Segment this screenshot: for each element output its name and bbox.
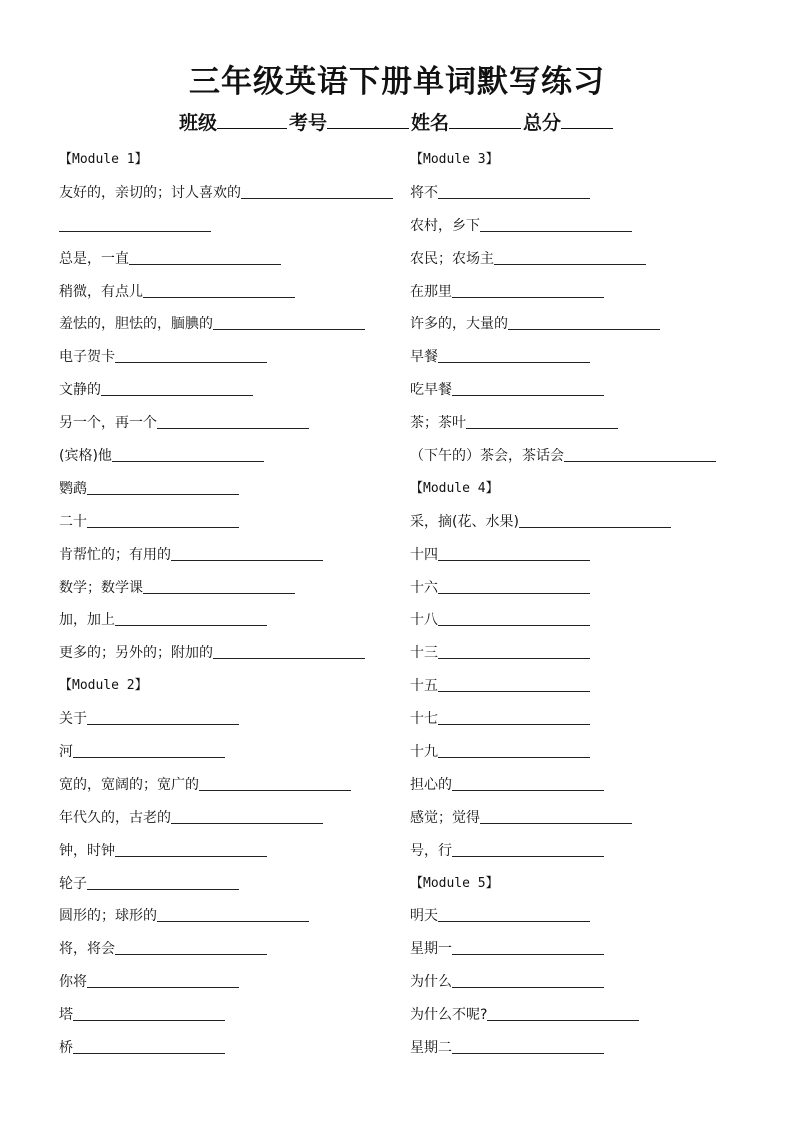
word-prompt: 总是，一直	[59, 250, 129, 267]
word-row	[59, 539, 393, 572]
module-heading-text: 【Module 5】	[410, 875, 499, 891]
module-heading-text: 【Module 4】	[410, 480, 499, 496]
word-row	[59, 835, 393, 868]
answer-blank-line[interactable]	[73, 1052, 225, 1054]
word-row	[410, 637, 716, 670]
answer-blank-line[interactable]	[199, 789, 351, 791]
word-row	[410, 835, 716, 868]
answer-blank-line[interactable]	[115, 953, 267, 955]
word-prompt: 另一个，再一个	[59, 415, 157, 432]
word-prompt: 为什么	[410, 974, 452, 991]
answer-blank-line[interactable]	[452, 1052, 604, 1054]
answer-blank-line[interactable]	[452, 953, 604, 955]
answer-blank-line[interactable]	[438, 592, 590, 594]
module-heading-text: 【Module 1】	[59, 152, 148, 167]
word-row	[59, 506, 393, 539]
word-row	[410, 670, 716, 703]
word-row	[59, 900, 393, 933]
answer-blank-line[interactable]	[494, 263, 646, 265]
class-blank	[217, 109, 287, 129]
module-heading	[410, 144, 716, 177]
word-prompt: （下午的）茶会，茶话会	[410, 448, 564, 465]
answer-blank-line[interactable]	[115, 361, 267, 363]
word-prompt: 宽的，宽阔的；宽广的	[59, 776, 199, 793]
word-row	[59, 374, 393, 407]
answer-blank-line[interactable]	[213, 328, 365, 330]
word-prompt: 二十	[59, 513, 87, 530]
score-blank	[561, 109, 613, 129]
answer-blank-line[interactable]	[438, 559, 590, 561]
answer-blank-line[interactable]	[519, 526, 671, 528]
word-row	[59, 572, 393, 605]
module-heading-text: 【Module 3】	[410, 152, 499, 167]
word-prompt: 采，摘(花、水果)	[410, 513, 519, 530]
word-prompt: 十六	[410, 579, 438, 596]
word-row	[59, 868, 393, 901]
word-prompt: 十五	[410, 678, 438, 695]
word-row	[410, 308, 716, 341]
answer-blank-line[interactable]	[213, 657, 365, 659]
word-prompt: 数学；数学课	[59, 579, 143, 596]
answer-blank-line[interactable]	[171, 822, 323, 824]
class-label: 班级	[178, 112, 217, 134]
word-prompt: 塔	[59, 1007, 73, 1024]
answer-blank-line[interactable]	[452, 394, 604, 396]
answer-blank-line[interactable]	[115, 624, 267, 626]
answer-blank-line[interactable]	[87, 723, 239, 725]
word-prompt: 河	[59, 744, 73, 761]
word-row	[410, 539, 716, 572]
word-prompt: 十三	[410, 645, 438, 662]
word-row	[59, 1032, 393, 1065]
word-prompt: 年代久的，古老的	[59, 809, 171, 826]
answer-blank-line[interactable]	[112, 460, 264, 462]
answer-blank-line[interactable]	[508, 328, 660, 330]
module-heading	[59, 670, 393, 703]
word-prompt: 十四	[410, 546, 438, 563]
word-row	[59, 407, 393, 440]
name-blank	[449, 109, 521, 129]
word-row	[59, 177, 393, 210]
word-row	[59, 999, 393, 1032]
word-row	[410, 440, 716, 473]
word-row	[410, 506, 716, 539]
module-heading-text: 【Module 2】	[59, 678, 148, 694]
word-row	[410, 374, 716, 407]
answer-blank-line[interactable]	[171, 559, 323, 561]
answer-blank-line[interactable]	[241, 197, 393, 199]
word-row	[410, 604, 716, 637]
word-row	[59, 308, 393, 341]
word-prompt: 为什么不呢?	[410, 1007, 488, 1024]
word-row	[410, 177, 716, 210]
word-row	[59, 637, 393, 670]
answer-blank-line[interactable]	[452, 296, 604, 298]
word-prompt: 加，加上	[59, 612, 115, 629]
answer-blank-line[interactable]	[480, 230, 632, 232]
answer-blank-line[interactable]	[438, 624, 590, 626]
word-row	[410, 1032, 716, 1065]
word-row	[59, 604, 393, 637]
word-prompt: 十七	[410, 711, 438, 728]
number-label: 考号	[288, 112, 327, 134]
word-prompt: 十九	[410, 744, 438, 761]
word-prompt: 更多的；另外的；附加的	[59, 645, 213, 662]
word-prompt: 感觉；觉得	[410, 809, 480, 826]
word-row	[410, 703, 716, 736]
word-row	[410, 276, 716, 309]
word-row	[410, 210, 716, 243]
student-info-line	[0, 109, 794, 137]
answer-blank-line[interactable]	[87, 526, 239, 528]
word-row	[410, 966, 716, 999]
word-prompt: 圆形的；球形的	[59, 908, 157, 925]
worksheet-title: 三年级英语下册单词默写练习	[189, 64, 605, 100]
word-prompt: 许多的，大量的	[410, 316, 508, 333]
word-row	[59, 440, 393, 473]
word-row	[59, 473, 393, 506]
answer-blank-line[interactable]	[87, 493, 239, 495]
answer-blank-line[interactable]	[157, 427, 309, 429]
word-prompt: 将，将会	[59, 941, 115, 958]
word-prompt: 吃早餐	[410, 382, 452, 399]
answer-blank-line[interactable]	[129, 263, 281, 265]
word-row	[59, 769, 393, 802]
word-row	[410, 407, 716, 440]
word-row	[59, 802, 393, 835]
word-row	[59, 703, 393, 736]
score-label: 总分	[523, 112, 562, 134]
answer-blank-line[interactable]	[87, 888, 239, 890]
word-row	[59, 966, 393, 999]
word-row	[410, 802, 716, 835]
word-prompt: 肯帮忙的；有用的	[59, 546, 171, 563]
word-row	[410, 933, 716, 966]
word-row	[410, 341, 716, 374]
word-prompt: 钟，时钟	[59, 842, 115, 859]
answer-blank-line[interactable]	[438, 756, 590, 758]
word-prompt: 友好的，亲切的；讨人喜欢的	[59, 184, 241, 201]
name-label: 姓名	[411, 112, 450, 134]
word-prompt: 轮子	[59, 875, 87, 892]
right-word-column	[410, 144, 716, 1065]
word-row	[410, 900, 716, 933]
answer-blank-line[interactable]	[59, 230, 211, 232]
word-row	[410, 736, 716, 769]
word-prompt: 鹦鹉	[59, 480, 87, 497]
word-prompt: (宾格)他	[59, 448, 112, 465]
word-prompt: 十八	[410, 612, 438, 629]
word-prompt: 茶；茶叶	[410, 415, 466, 432]
answer-blank-line[interactable]	[452, 986, 604, 988]
answer-blank-line[interactable]	[438, 920, 590, 922]
answer-blank-line[interactable]	[438, 197, 590, 199]
word-prompt: 早餐	[410, 349, 438, 366]
word-prompt: 电子贺卡	[59, 349, 115, 366]
word-row	[59, 341, 393, 374]
module-heading	[410, 868, 716, 901]
answer-blank-line[interactable]	[452, 855, 604, 857]
word-row	[59, 243, 393, 276]
word-prompt: 你将	[59, 974, 87, 991]
answer-blank-line[interactable]	[466, 427, 618, 429]
answer-blank-line[interactable]	[73, 756, 225, 758]
answer-blank-line[interactable]	[487, 1019, 639, 1021]
answer-blank-line[interactable]	[438, 690, 590, 692]
word-prompt: 星期二	[410, 1040, 452, 1057]
word-row	[410, 999, 716, 1032]
word-row	[410, 243, 716, 276]
word-row	[59, 933, 393, 966]
answer-blank-line[interactable]	[101, 394, 253, 396]
word-prompt: 桥	[59, 1040, 73, 1057]
word-prompt: 农民；农场主	[410, 250, 494, 267]
word-prompt: 稍微，有点儿	[59, 283, 143, 300]
answer-blank-line[interactable]	[438, 723, 590, 725]
answer-blank-line[interactable]	[438, 657, 590, 659]
word-prompt: 羞怯的，胆怯的，腼腆的	[59, 316, 213, 333]
left-word-column	[59, 144, 393, 1065]
word-prompt: 农村，乡下	[410, 217, 480, 234]
word-row	[410, 769, 716, 802]
module-heading	[410, 473, 716, 506]
word-prompt: 号，行	[410, 842, 452, 859]
word-prompt: 明天	[410, 908, 438, 925]
word-prompt: 将不	[410, 184, 438, 201]
answer-blank-line[interactable]	[480, 822, 632, 824]
word-prompt: 在那里	[410, 283, 452, 300]
answer-blank-line[interactable]	[143, 592, 295, 594]
word-prompt: 关于	[59, 711, 87, 728]
word-prompt: 星期一	[410, 941, 452, 958]
number-blank	[327, 109, 409, 129]
answer-blank-line[interactable]	[157, 920, 309, 922]
answer-blank-line[interactable]	[87, 986, 239, 988]
word-row	[410, 572, 716, 605]
answer-blank-line[interactable]	[452, 789, 604, 791]
word-row	[59, 736, 393, 769]
word-row	[59, 276, 393, 309]
answer-blank-line[interactable]	[438, 361, 590, 363]
answer-blank-line[interactable]	[115, 855, 267, 857]
answer-blank-line[interactable]	[73, 1019, 225, 1021]
word-prompt: 担心的	[410, 776, 452, 793]
answer-blank-line[interactable]	[143, 296, 295, 298]
word-row	[59, 210, 393, 243]
answer-blank-line[interactable]	[564, 460, 716, 462]
module-heading	[59, 144, 393, 177]
word-prompt: 文静的	[59, 382, 101, 399]
